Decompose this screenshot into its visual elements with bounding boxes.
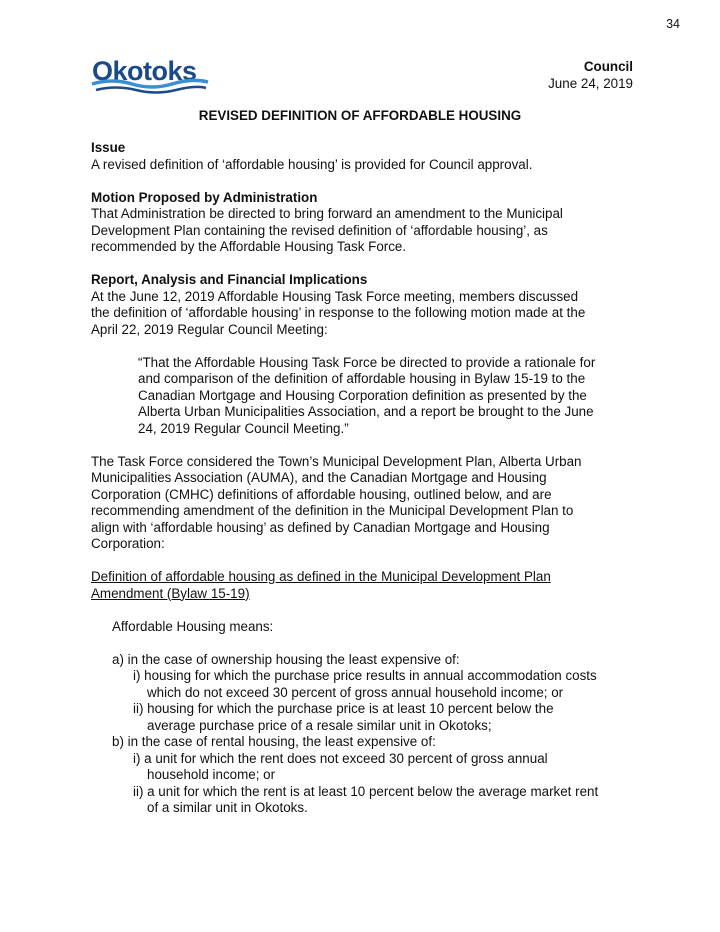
definition-clause-a: a) in the case of ownership housing the least expensive of: xyxy=(112,651,460,667)
quote-line: 24, 2019 Regular Council Meeting.” xyxy=(138,420,349,436)
logo-wordmark: Okotoks xyxy=(92,56,197,86)
definition-clause-b-i-cont: household income; or xyxy=(147,767,276,782)
followup-line: Municipalities Association (AUMA), and the Canadian Mortgage and Housing xyxy=(91,470,547,485)
definition-clause-b: b) in the case of rental housing, the least expensive of: xyxy=(112,734,436,749)
meeting-info xyxy=(548,59,633,92)
report-heading: Report, Analysis and Financial Implications xyxy=(91,272,368,287)
followup-line: recommending amendment of the definition in the Municipal Development Plan to xyxy=(91,503,574,518)
definition-clause-a-ii: ii) housing for which the purchase price is at least 10 percent below the xyxy=(133,701,554,716)
quote-line: and comparison of the definition of affordable housing in Bylaw 15-19 to the xyxy=(138,371,586,386)
followup-line: align with ‘affordable housing’ as defined by Canadian Mortgage and Housing xyxy=(91,519,550,535)
okotoks-logo xyxy=(90,52,210,94)
definition-clause-a-ii-cont: average purchase price of a resale similar unit in Okotoks; xyxy=(147,717,492,733)
definition-heading: Definition of affordable housing as defined in the Municipal Development Plan xyxy=(91,569,551,584)
definition-intro: Affordable Housing means: xyxy=(112,618,274,634)
motion-heading: Motion Proposed by Administration xyxy=(91,189,318,205)
motion-line: That Administration be directed to bring forward an amendment to the Municipal xyxy=(91,206,563,221)
report-line: At the June 12, 2019 Affordable Housing Task Force meeting, members discussed xyxy=(91,288,579,304)
meeting-date: June 24, 2019 xyxy=(548,75,633,91)
report-body xyxy=(91,140,636,817)
quote-line: Alberta Urban Municipalities Association, and a report be brought to the June xyxy=(138,404,594,419)
page-number: 34 xyxy=(666,17,680,31)
report-line: April 22, 2019 Regular Council Meeting: xyxy=(91,321,328,337)
issue-text: A revised definition of ‘affordable housing’ is provided for Council approval. xyxy=(91,156,533,172)
followup-line: Corporation: xyxy=(91,536,165,551)
definition-clause-b-i: i) a unit for which the rent does not exceed 30 percent of gross annual xyxy=(133,750,548,766)
quote-line: “That the Affordable Housing Task Force be directed to provide a rationale for xyxy=(138,354,596,370)
definition-clause-a-i-cont: which do not exceed 30 percent of gross annual household income; or xyxy=(147,684,564,700)
followup-line: Corporation (CMHC) definitions of affordable housing, outlined below, and are xyxy=(91,486,552,502)
meeting-body: Council xyxy=(583,59,633,74)
issue-heading: Issue xyxy=(91,140,126,155)
motion-line: recommended by the Affordable Housing Task Force. xyxy=(91,239,407,254)
report-title: REVISED DEFINITION OF AFFORDABLE HOUSING xyxy=(198,108,522,123)
definition-heading: Amendment (Bylaw 15-19) xyxy=(91,585,250,601)
report-line: the definition of ‘affordable housing’ in response to the following motion made at the xyxy=(91,305,586,320)
motion-line: Development Plan containing the revised definition of ‘affordable housing’, as xyxy=(91,222,548,238)
definition-clause-a-i: i) housing for which the purchase price results in annual accommodation costs xyxy=(133,668,597,683)
followup-line: The Task Force considered the Town’s Municipal Development Plan, Alberta Urban xyxy=(91,453,582,469)
quote-line: Canadian Mortgage and Housing Corporation definition as presented by the xyxy=(138,387,587,403)
definition-clause-b-ii-cont: of a similar unit in Okotoks. xyxy=(147,800,308,815)
definition-clause-b-ii: ii) a unit for which the rent is at least 10 percent below the average market rent xyxy=(133,783,599,799)
